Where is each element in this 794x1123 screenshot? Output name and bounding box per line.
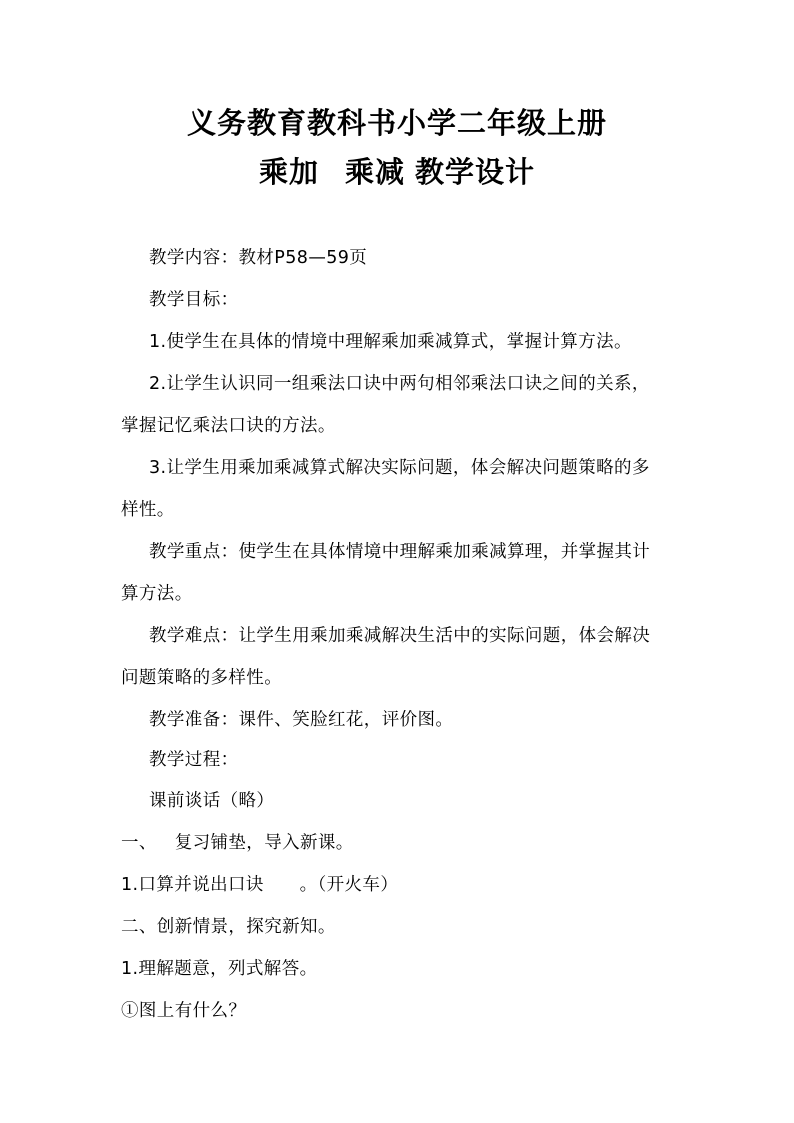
teaching-goal-3-line2: 样性。 (121, 500, 175, 520)
teaching-content: 教学内容：教材P58—59页 (149, 248, 368, 268)
teaching-goal-2-line1: 2.让学生认识同一组乘法口诀中两句相邻乘法口诀之间的关系， (149, 374, 650, 394)
teaching-goal-2-line2: 掌握记忆乘法口诀的方法。 (121, 416, 336, 436)
title-part-multiply-add: 乘加 (258, 155, 319, 189)
section-2-item-1: 1.理解题意，列式解答。 (121, 959, 318, 979)
teaching-goal-1: 1.使学生在具体的情境中理解乘加乘减算式，掌握计算方法。 (149, 332, 632, 352)
difficulty-line2: 问题策略的多样性。 (121, 668, 283, 688)
teaching-goals-heading: 教学目标： (149, 290, 239, 310)
difficulty-line1: 教学难点：让学生用乘加乘减解决生活中的实际问题，体会解决 (149, 626, 651, 646)
section-1-heading: 一、 复习铺垫，导入新课。 (121, 833, 354, 853)
teaching-goal-3-line1: 3.让学生用乘加乘减算式解决实际问题，体会解决问题策略的多 (149, 458, 650, 478)
title-part-multiply-subtract: 乘减 (344, 155, 405, 189)
document-title-line2 (0, 152, 794, 192)
teaching-process-heading: 教学过程： (149, 750, 239, 770)
section-2-heading: 二、创新情景，探究新知。 (121, 917, 336, 937)
document-title-line1: 义务教育教科书小学二年级上册 (186, 106, 607, 140)
pre-class-talk: 课前谈话（略） (149, 791, 275, 811)
key-point-line1: 教学重点：使学生在具体情境中理解乘加乘减算理，并掌握其计 (149, 542, 651, 562)
teaching-preparation: 教学准备：课件、笑脸红花，评价图。 (149, 710, 454, 730)
title-part-teaching-design: 教学设计 (415, 155, 536, 189)
question-1: ①图上有什么？ (121, 1001, 247, 1021)
section-1-item-1: 1.口算并说出口诀 。（开火车） (121, 875, 399, 895)
key-point-line2: 算方法。 (121, 584, 193, 604)
